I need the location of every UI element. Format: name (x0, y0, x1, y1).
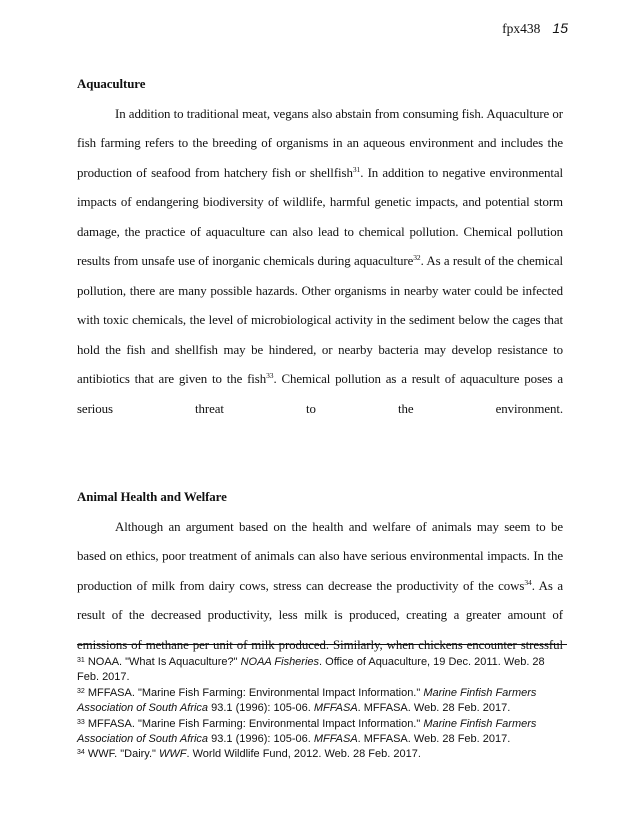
paragraph-animal-welfare: Although an argument based on the health and welfare of animals may seem to be based on ethics, poor treatment of animals can also have serious environmental impacts. In the production of milk from dairy cows, stress can decrease the productivity of the cows$^{34}$. As a result of the decreased productivity, less milk is produced, creating a greater amount of emissions of methane per unit of milk produced. Similarly, when chickens encounter stressful (77, 519, 563, 652)
italic-title: Marine Finfish Farmers Association of South Africa (77, 686, 537, 715)
footnote-ref: 33 (77, 718, 85, 726)
footnote-33: $^{33}$ MFFASA. "Marine Fish Farming: Environmental Impact Information." Marine Finfish Farmers Association of South Africa 93.1 (1996): 105-06. MFFASA. MFFASA. Web. 28 Feb. 2017. (77, 717, 537, 746)
section-heading-aquaculture: Aquaculture (77, 77, 146, 91)
footnotes (77, 644, 567, 763)
footnote-ref: 31 (352, 164, 361, 174)
footnote-ref: 34 (77, 749, 85, 757)
footnote-ref: 32 (413, 253, 421, 262)
footnote-34: $^{34}$ WWF. "Dairy." WWF. World Wildlife Fund, 2012. Web. 28 Feb. 2017. (77, 748, 421, 761)
paragraph-aquaculture: In addition to traditional meat, vegans also abstain from consuming fish. Aquaculture or fish farming refers to the breeding of organisms in an aqueous environment and includes the production of seafood from hatchery fish or shellfish$^{31}$. In addition to negative environmental impacts of endangering biodiversity of wildlife, harmful genetic impacts, and potential storm damage, the practice of aquaculture can also lead to chemical pollution. Chemical pollution results from unsafe use of inorganic chemicals during aquaculture$^{32}$. As a result of the chemical pollution, there are many possible hazards. Other organisms in nearby water could be infected with toxic chemicals, the level of microbiological activity in the sediment below the cages that hold the fish and shellfish may be hindered, or nearby bacteria may develop resistance to antibiotics that are given to the fish$^{33}$. Chemical pollution as a result of aquaculture poses a serious threat to the environment. (77, 106, 563, 416)
italic-title: WWF (159, 748, 187, 761)
body-text (77, 70, 563, 690)
footnote-32: $^{32}$ MFFASA. "Marine Fish Farming: Environmental Impact Information." Marine Finfish Farmers Association of South Africa 93.1 (1996): 105-06. MFFASA. MFFASA. Web. 28 Feb. 2017. (77, 686, 537, 715)
italic-title: Marine Finfish Farmers Association of South Africa (77, 717, 537, 746)
page-header (502, 20, 568, 37)
footnote-ref: 33 (266, 371, 274, 380)
footnote-ref: 32 (77, 687, 85, 695)
footnote-ref: 31 (77, 657, 85, 664)
section-spacer (77, 454, 563, 484)
italic-title: MFFASA (313, 702, 358, 715)
footnote-31: $^{31}$ NOAA. "What Is Aquaculture?" NOAA Fisheries. Office of Aquaculture, 19 Dec. 2011. Web. 28 Feb. 2017. (77, 656, 545, 684)
page-number: 15 (552, 20, 568, 36)
italic-title: MFFASA (313, 733, 358, 746)
running-head: fpx438 (502, 21, 541, 36)
italic-title: NOAA Fisheries (240, 656, 320, 668)
section-heading-animal-welfare: Animal Health and Welfare (77, 490, 227, 504)
footnote-ref: 34 (524, 577, 532, 587)
